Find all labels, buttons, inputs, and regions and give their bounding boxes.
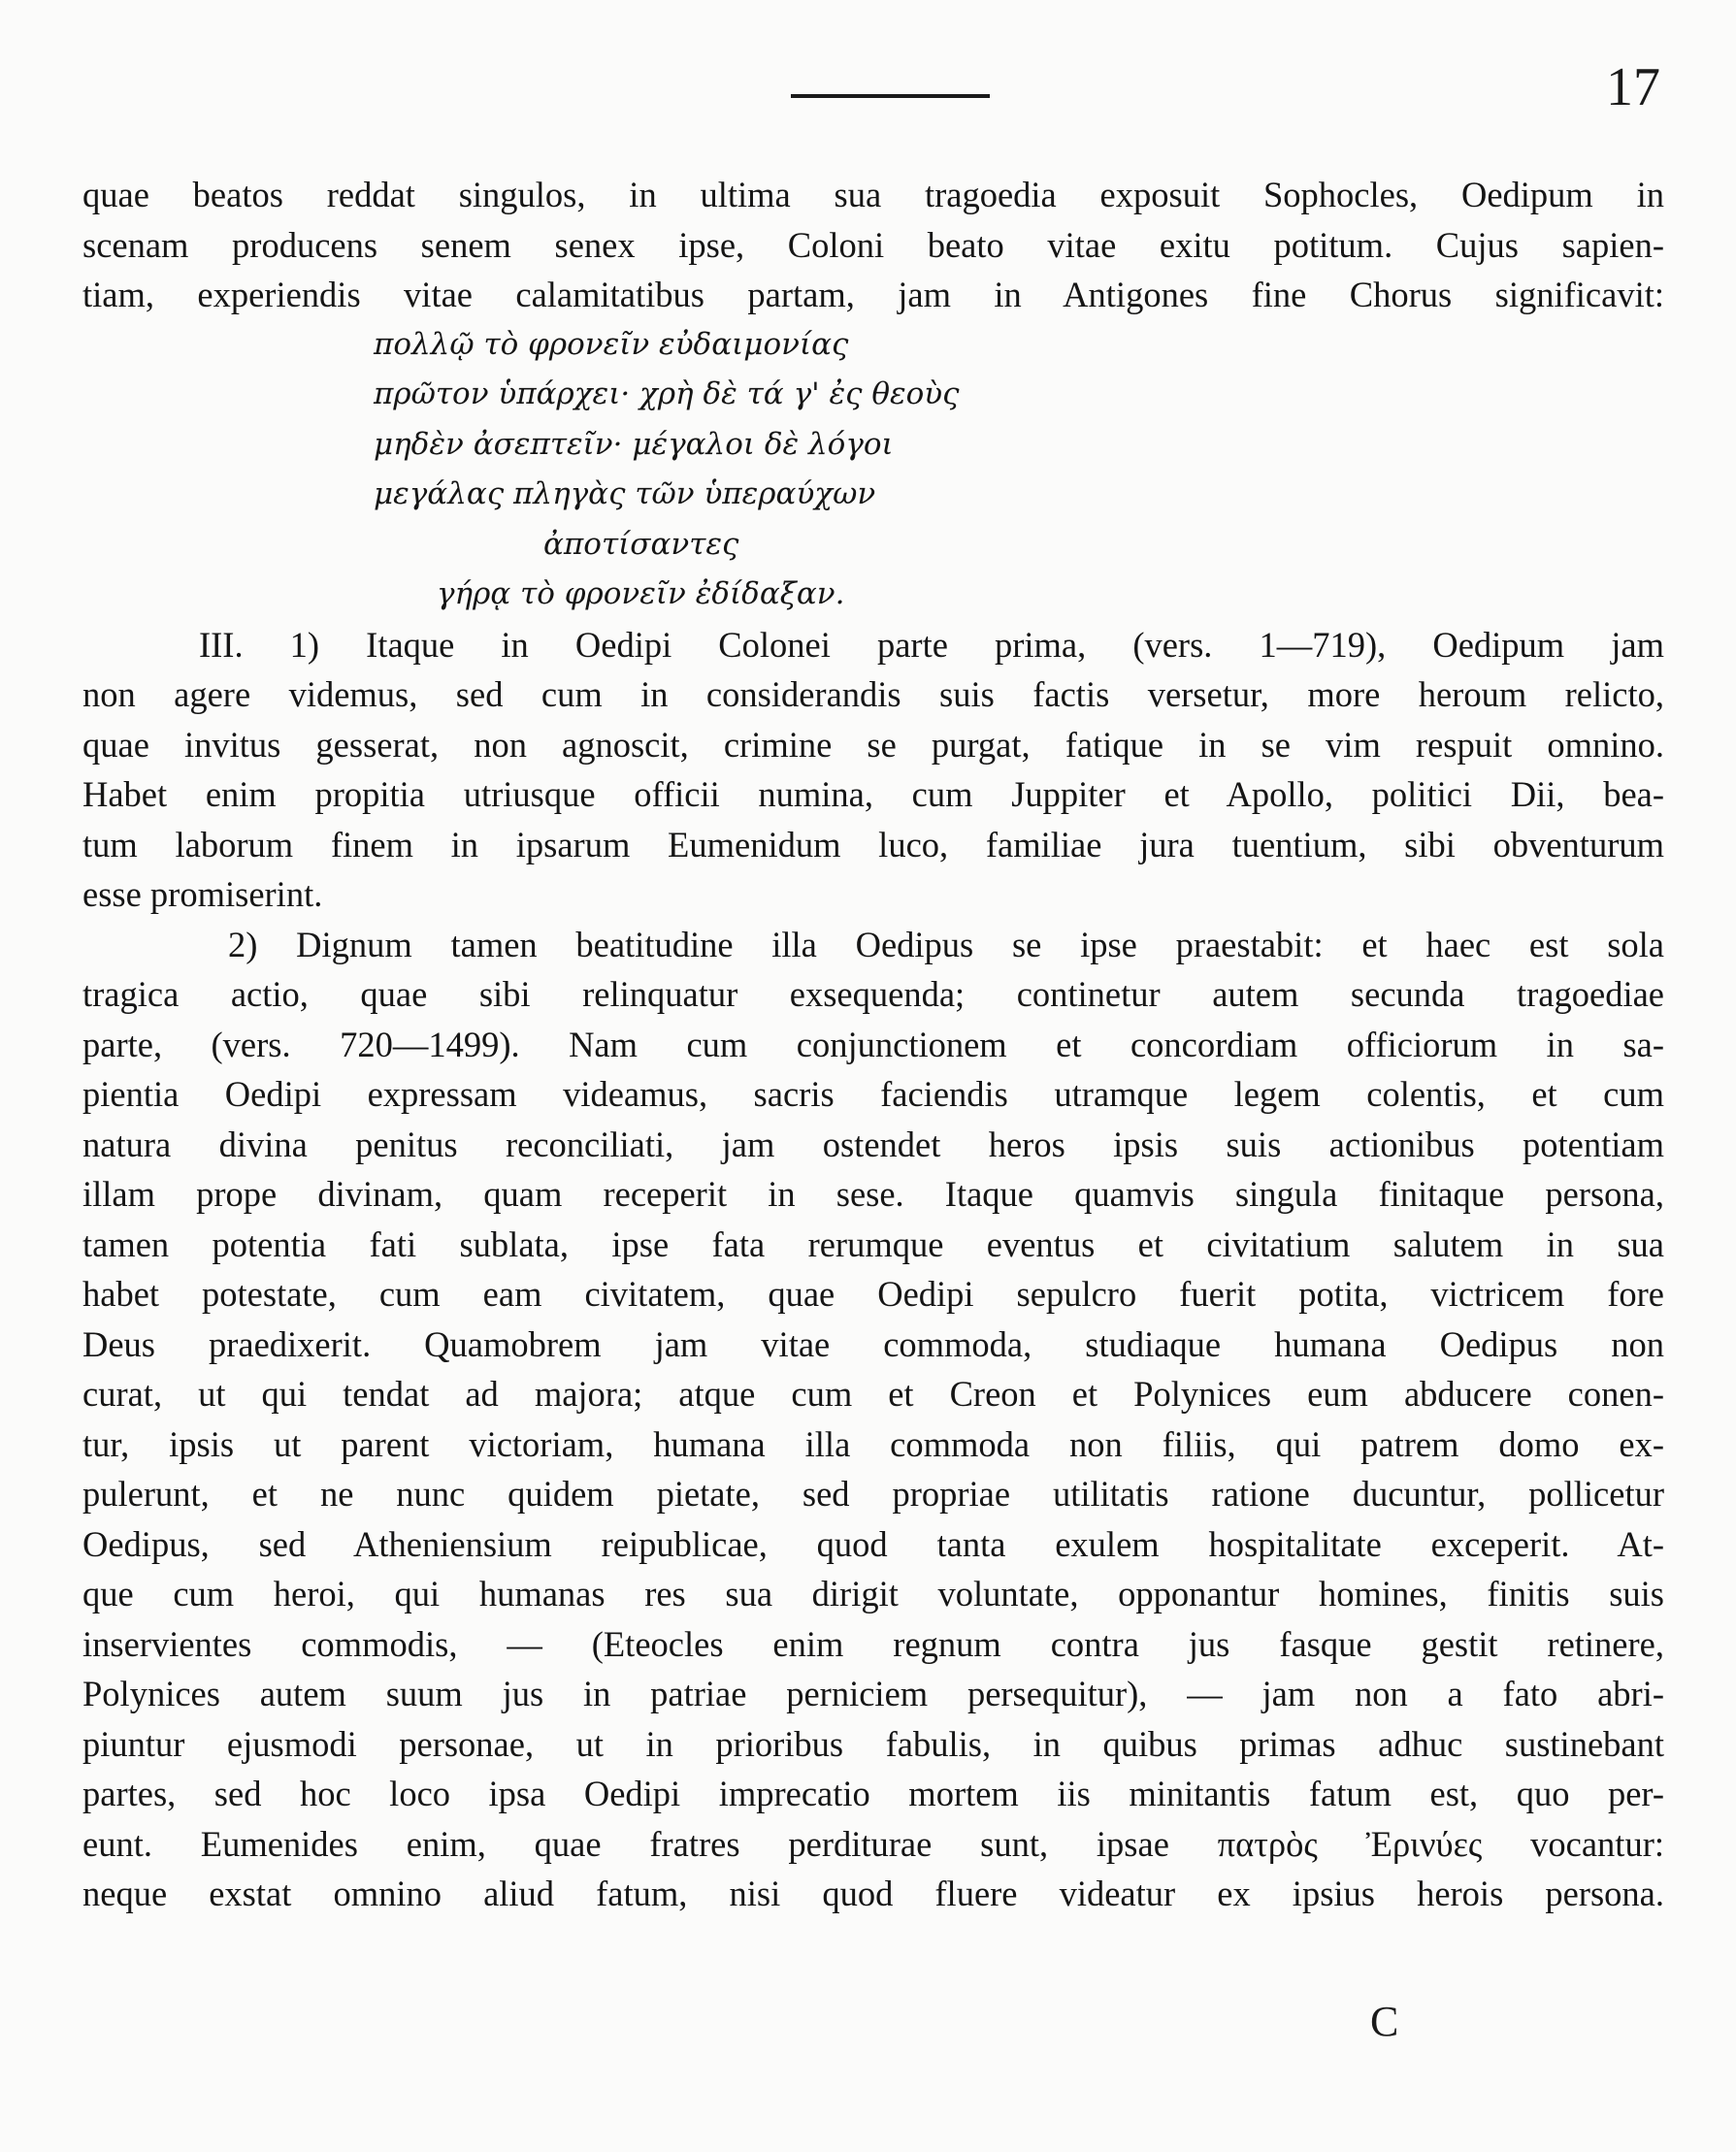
greek-verse-line: μεγάλας πληγὰς τῶν ὑπεραύχων [374, 476, 876, 511]
body-text [82, 170, 1664, 1919]
text-line: quae beatos reddat singulos, in ultima sua tragoedia exposuit Sophocles, Oedipum in [82, 175, 1664, 214]
text-line: piuntur ejusmodi personae, ut in prioribus fabulis, in quibus primas adhuc sustinebant [82, 1723, 1664, 1764]
text-line: tiam, experiendis vitae calamitatibus partam, jam in Antigones fine Chorus significavit: [82, 275, 1664, 314]
text-line: illam prope divinam, quam receperit in sese. Itaque quamvis singula finitaque persona, [82, 1174, 1664, 1214]
text-line: tamen potentia fati sublata, ipse fata rerumque eventus et civitatium salutem in sua [82, 1223, 1664, 1264]
text-line: esse promiserint. [82, 874, 323, 914]
text-line: Deus praedixerit. Quamobrem jam vitae commoda, studiaque humana Oedipus non [82, 1323, 1664, 1364]
signature-mark: C [1370, 1998, 1399, 2045]
text-line: Oedipus, sed Atheniensium reipublicae, quod tanta exulem hospitalitate exceperit. At- [82, 1523, 1664, 1564]
greek-verse-line: πολλῷ τὸ φρονεῖν εὐδαιμονίας [374, 326, 849, 362]
text-line: inservientes commodis, — (Eteocles enim regnum contra jus fasque gestit retinere, [82, 1623, 1664, 1664]
text-line: parte, (vers. 720—1499). Nam cum conjunctionem et concordiam officiorum in sa- [82, 1024, 1664, 1064]
greek-verse-line: ἀποτίσαντες [543, 526, 739, 562]
text-line: non agere videmus, sed cum in considerandis suis factis versetur, more heroum relicto, [82, 674, 1664, 714]
text-line: curat, ut qui tendat ad majora; atque cum et Creon et Polynices eum abducere conen- [82, 1374, 1664, 1414]
text-line: pulerunt, et ne nunc quidem pietate, sed propriae utilitatis ratione ducuntur, pollicetur [82, 1474, 1664, 1514]
text-line: tragica actio, quae sibi relinquatur exsequenda; continetur autem secunda tragoediae [82, 974, 1664, 1014]
text-line: scenam producens senem senex ipse, Coloni beato vitae exitu potitum. Cujus sapien- [82, 224, 1664, 265]
text-line: habet potestate, cum eam civitatem, quae Oedipi sepulcro fuerit potita, victricem fore [82, 1274, 1664, 1314]
text-line: pientia Oedipi expressam videamus, sacris faciendis utramque legem colentis, et cum [82, 1074, 1664, 1114]
page-number: 17 [1606, 57, 1660, 117]
greek-verse-line: γήρᾳ τὸ φρονεῖν ἐδίδαξαν. [437, 576, 845, 611]
text-line: Habet enim propitia utriusque officii numina, cum Juppiter et Apollo, politici Dii, bea- [82, 774, 1664, 814]
greek-verse-line: μηδὲν ἀσεπτεῖν· μέγαλοι δὲ λόγοι [374, 426, 894, 462]
text-line: partes, sed hoc loco ipsa Oedipi imprecatio mortem iis minitantis fatum est, quo per- [82, 1774, 1664, 1813]
text-line: tur, ipsis ut parent victoriam, humana illa commoda non filiis, qui patrem domo ex- [82, 1423, 1664, 1464]
header-rule [791, 94, 990, 98]
text-line: Polynices autem suum jus in patriae perniciem persequitur), — jam non a fato abri- [82, 1674, 1664, 1713]
text-line: natura divina penitus reconciliati, jam ostendet heros ipsis suis actionibus potentiam [82, 1124, 1664, 1164]
greek-verse-line: πρῶτον ὑπάρχει· χρὴ δὲ τά γ' ἐς θεοὺς [374, 376, 960, 411]
text-line: que cum heroi, qui humanas res sua dirigit voluntate, opponantur homines, finitis suis [82, 1574, 1664, 1614]
text-line: neque exstat omnino aliud fatum, nisi quod fluere videatur ex ipsius herois persona. [82, 1874, 1664, 1913]
text-line: tum laborum finem in ipsarum Eumenidum luco, familiae jura tuentium, sibi obventurum [82, 824, 1664, 864]
paragraph-start-line: 2) Dignum tamen beatitudine illa Oedipus se ipse praestabit: et haec est sola [228, 924, 1664, 964]
section-heading-line: III. 1) Itaque in Oedipi Colonei parte prima, (vers. 1—719), Oedipum jam [199, 624, 1664, 665]
text-line: eunt. Eumenides enim, quae fratres perditurae sunt, ipsae πατρὸς Ἐρινύες vocantur: [82, 1823, 1664, 1864]
text-line: quae invitus gesserat, non agnoscit, crimine se purgat, fatique in se vim respuit omnino. [82, 724, 1664, 765]
